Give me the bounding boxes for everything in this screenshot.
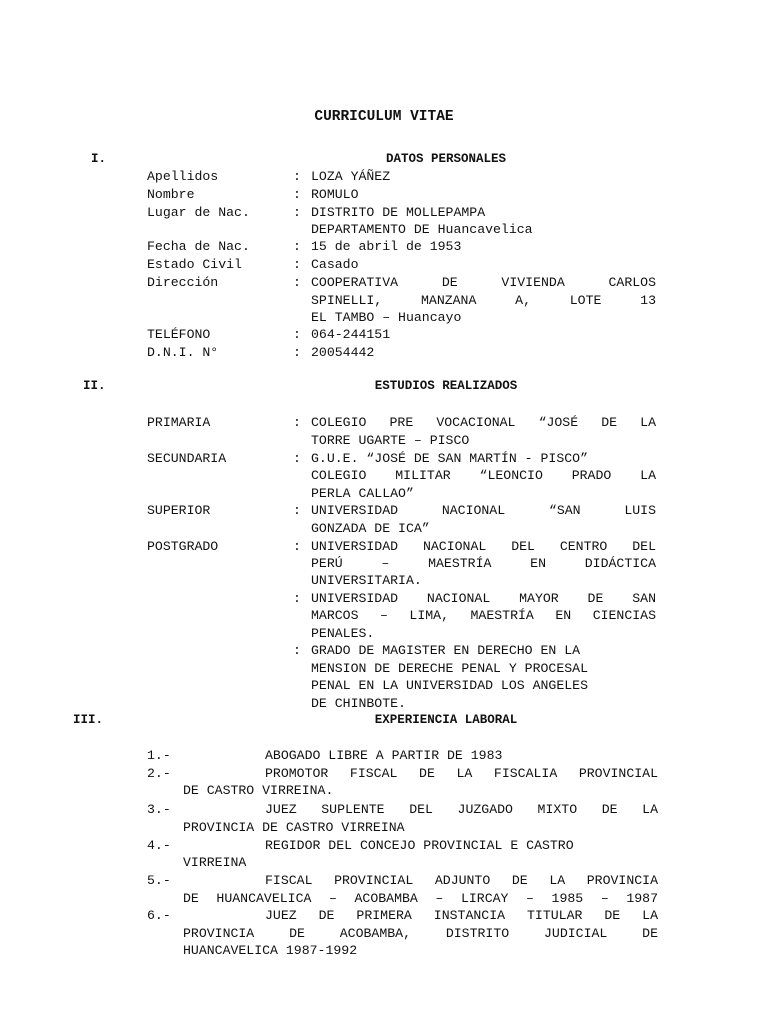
colon: : (293, 451, 301, 466)
label-primaria: PRIMARIA (147, 415, 211, 430)
experience-number: 6.- (147, 908, 171, 923)
label-estado: Estado Civil (147, 257, 242, 272)
value-postgrado-c-line1: GRADO DE MAGISTER EN DERECHO EN LA (311, 643, 581, 658)
experience-text-line2: PROVINCIA DE ACOBAMBA, DISTRITO JUDICIAL DE (183, 926, 658, 941)
value-dni: 20054442 (311, 345, 375, 360)
document-title: CURRICULUM VITAE (314, 109, 454, 125)
value-direccion-line2: SPINELLI, MANZANA A, LOTE 13 (311, 293, 656, 308)
experience-text-line2: DE HUANCAVELICA – ACOBAMBA – LIRCAY – 1985 – 1987 (183, 891, 658, 906)
value-postgrado-a-line1: UNIVERSIDAD NACIONAL DEL CENTRO DEL (311, 539, 656, 554)
experience-number: 1.- (147, 748, 171, 763)
value-primaria-line1: COLEGIO PRE VOCACIONAL “JOSÉ DE LA (311, 415, 656, 430)
colon: : (293, 345, 301, 360)
value-direccion-line1: COOPERATIVA DE VIVIENDA CARLOS (311, 275, 656, 290)
label-fecha: Fecha de Nac. (147, 239, 250, 254)
value-lugar-line1: DISTRITO DE MOLLEPAMPA (311, 205, 486, 220)
value-postgrado-b-line2: MARCOS – LIMA, MAESTRÍA EN CIENCIAS (311, 608, 656, 623)
value-postgrado-c-line3: PENAL EN LA UNIVERSIDAD LOS ANGELES (311, 678, 588, 693)
value-superior-line1: UNIVERSIDAD NACIONAL “SAN LUIS (311, 503, 656, 518)
label-dni: D.N.I. N° (147, 345, 219, 360)
value-postgrado-c-line4: DE CHINBOTE. (311, 696, 406, 711)
colon: : (293, 643, 301, 658)
section-number-2: II. (83, 379, 106, 393)
experience-text-line2: VIRREINA (183, 855, 247, 870)
label-secundaria: SECUNDARIA (147, 451, 227, 466)
value-telefono: 064-244151 (311, 327, 391, 342)
value-postgrado-a-line3: UNIVERSITARIA. (311, 573, 422, 588)
experience-text-line2: PROVINCIA DE CASTRO VIRREINA (183, 820, 405, 835)
label-apellidos: Apellidos (147, 169, 219, 184)
experience-text-line1: PROMOTOR FISCAL DE LA FISCALIA PROVINCIAL (265, 766, 658, 781)
section-heading-datos-personales: DATOS PERSONALES (385, 152, 507, 166)
colon: : (293, 169, 301, 184)
value-apellidos: LOZA YÁÑEZ (311, 169, 391, 184)
colon: : (293, 205, 301, 220)
section-number-3: III. (73, 713, 104, 727)
value-estado: Casado (311, 257, 359, 272)
value-lugar-line2: DEPARTAMENTO DE Huancavelica (311, 222, 533, 237)
value-direccion-line3: EL TAMBO – Huancayo (311, 310, 462, 325)
colon: : (293, 327, 301, 342)
colon: : (293, 275, 301, 290)
experience-number: 4.- (147, 838, 171, 853)
section-number-1: I. (91, 152, 107, 166)
label-telefono: TELÉFONO (147, 327, 211, 342)
section-heading-experiencia: EXPERIENCIA LABORAL (374, 713, 518, 727)
experience-number: 5.- (147, 873, 171, 888)
experience-number: 3.- (147, 802, 171, 817)
colon: : (293, 503, 301, 518)
value-primaria-line2: TORRE UGARTE – PISCO (311, 433, 470, 448)
label-nombre: Nombre (147, 187, 195, 202)
value-superior-line2: GONZADA DE ICA” (311, 521, 430, 536)
colon: : (293, 257, 301, 272)
experience-text-line1: REGIDOR DEL CONCEJO PROVINCIAL E CASTRO (265, 838, 574, 853)
value-postgrado-b-line3: PENALES. (311, 626, 375, 641)
experience-text-line1: JUEZ DE PRIMERA INSTANCIA TITULAR DE LA (265, 908, 658, 923)
value-fecha: 15 de abril de 1953 (311, 239, 462, 254)
experience-number: 2.- (147, 766, 171, 781)
value-nombre: ROMULO (311, 187, 359, 202)
experience-text-line1: FISCAL PROVINCIAL ADJUNTO DE LA PROVINCIA (265, 873, 658, 888)
value-postgrado-a-line2: PERÚ – MAESTRÍA EN DIDÁCTICA (311, 556, 656, 571)
colon: : (293, 539, 301, 554)
label-postgrado: POSTGRADO (147, 539, 219, 554)
experience-text-line3: HUANCAVELICA 1987-1992 (183, 943, 358, 958)
value-postgrado-c-line2: MENSION DE DERECHE PENAL Y PROCESAL (311, 661, 588, 676)
colon: : (293, 239, 301, 254)
section-heading-estudios: ESTUDIOS REALIZADOS (374, 379, 518, 393)
value-secundaria-line1: G.U.E. “JOSÉ DE SAN MARTÍN - PISCO” (311, 451, 588, 466)
label-superior: SUPERIOR (147, 503, 211, 518)
value-secundaria-line3: PERLA CALLAO” (311, 486, 414, 501)
colon: : (293, 415, 301, 430)
colon: : (293, 591, 301, 606)
label-lugar: Lugar de Nac. (147, 205, 250, 220)
value-secundaria-line2: COLEGIO MILITAR “LEONCIO PRADO LA (311, 468, 656, 483)
value-postgrado-b-line1: UNIVERSIDAD NACIONAL MAYOR DE SAN (311, 591, 656, 606)
experience-text-line1: JUEZ SUPLENTE DEL JUZGADO MIXTO DE LA (265, 802, 658, 817)
label-direccion: Dirección (147, 275, 219, 290)
experience-text-line2: DE CASTRO VIRREINA. (183, 783, 334, 798)
experience-text-line1: ABOGADO LIBRE A PARTIR DE 1983 (265, 748, 503, 763)
colon: : (293, 187, 301, 202)
